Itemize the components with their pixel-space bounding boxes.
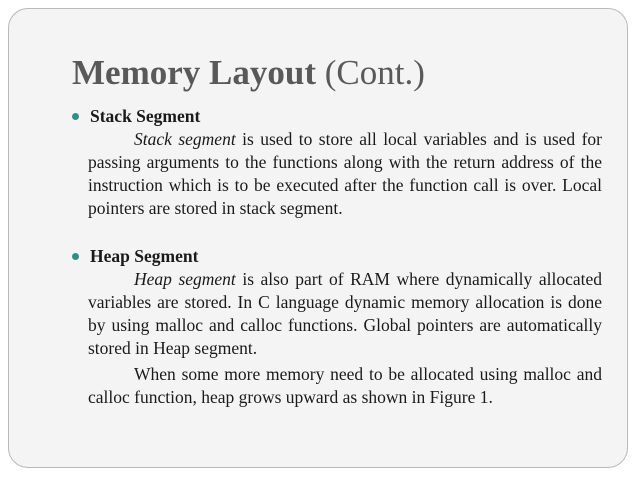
heap-segment-text: is also part of RAM where dynamically allocated variables are stored. In C language dynamic memory allocation is done by using malloc and calloc functions. Global pointers are automatically stored in Heap segment. bbox=[88, 269, 602, 358]
title-sub: (Cont.) bbox=[324, 53, 425, 92]
slide-content bbox=[70, 104, 602, 409]
bullet-dot-icon bbox=[72, 113, 79, 120]
heap-growth-paragraph bbox=[88, 363, 602, 409]
stack-segment-text: is used to store all local variables and is used for passing arguments to the functions along with the return address of the instruction which is to be executed after the function call is over. Local pointers are stored in stack segment. bbox=[88, 129, 602, 218]
heading-heap-segment: Heap Segment bbox=[90, 245, 199, 266]
heap-growth-text: When some more memory need to be allocated using malloc and calloc function, heap grows upward as shown in Figure 1. bbox=[88, 364, 602, 407]
bullet-dot-icon bbox=[72, 253, 79, 260]
heap-segment-term: Heap segment bbox=[134, 269, 236, 289]
heading-stack-segment: Stack Segment bbox=[90, 105, 201, 126]
heap-segment-paragraph bbox=[88, 268, 602, 360]
bullet-heap-segment bbox=[70, 244, 602, 268]
title-main: Memory Layout bbox=[72, 53, 316, 92]
bullet-stack-segment bbox=[70, 104, 602, 128]
stack-segment-term: Stack segment bbox=[134, 129, 236, 149]
slide-title bbox=[72, 52, 425, 94]
stack-segment-paragraph bbox=[88, 128, 602, 220]
